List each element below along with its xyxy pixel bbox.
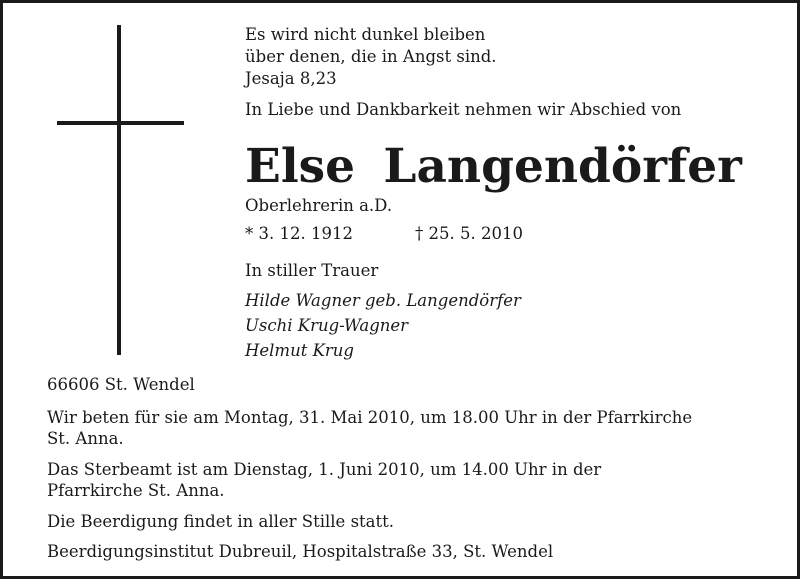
deceased-name: Else Langendörfer (245, 139, 742, 194)
mourner-name: Uschi Krug-Wagner (245, 316, 409, 335)
location: 66606 St. Wendel (47, 375, 195, 394)
death-date: † 25. 5. 2010 (415, 224, 523, 243)
prayer-notice: Wir beten für sie am Montag, 31. Mai 2010, um 18.00 Uhr in der Pfarrkirche (47, 408, 693, 427)
intro-text: In Liebe und Dankbarkeit nehmen wir Abschied von (245, 100, 682, 119)
mourner-name: Helmut Krug (245, 341, 354, 360)
deceased-title: Oberlehrerin a.D. (245, 196, 393, 215)
verse-line-1: Es wird nicht dunkel bleiben (245, 25, 486, 44)
burial-notice: Die Beerdigung findet in aller Stille statt. (47, 512, 395, 531)
mourners-heading: In stiller Trauer (245, 261, 379, 280)
verse-line-2: über denen, die in Angst sind. (245, 47, 497, 66)
mass-notice: Das Sterbeamt ist am Dienstag, 1. Juni 2010, um 14.00 Uhr in der (47, 460, 602, 479)
birth-date: * 3. 12. 1912 (245, 224, 353, 243)
cross-icon (117, 25, 121, 355)
mourner-name: Hilde Wagner geb. Langendörfer (245, 291, 521, 310)
verse-reference: Jesaja 8,23 (245, 69, 337, 88)
cross-icon-bar (57, 121, 184, 125)
mass-notice-cont: Pfarrkirche St. Anna. (47, 481, 225, 500)
prayer-notice-cont: St. Anna. (47, 429, 124, 448)
funeral-home: Beerdigungsinstitut Dubreuil, Hospitalstraße 33, St. Wendel (47, 542, 554, 561)
